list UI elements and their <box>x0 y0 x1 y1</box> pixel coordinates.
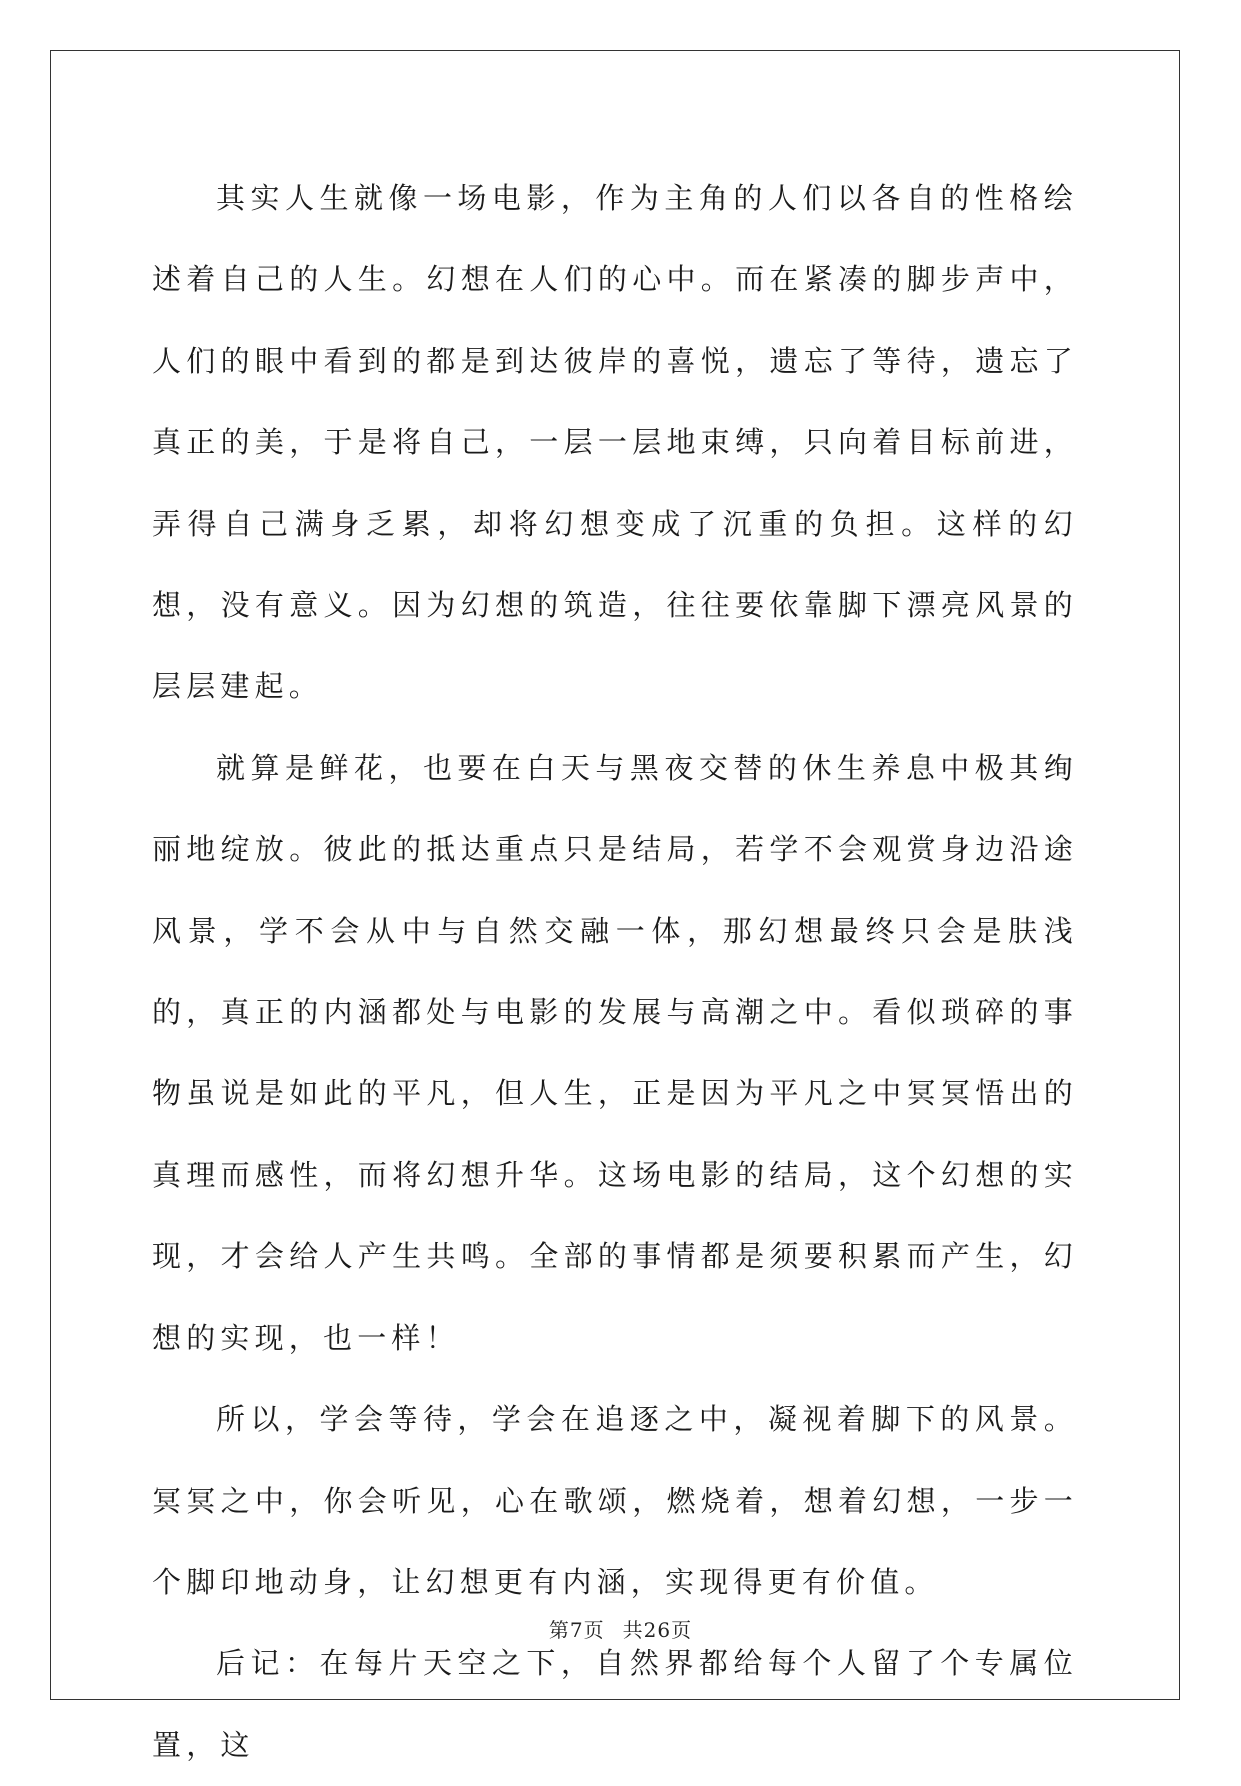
document-body <box>152 158 1078 1786</box>
paragraph: 其实人生就像一场电影，作为主角的人们以各自的性格绘述着自己的人生。幻想在人们的心中。而在紧凑的脚步声中，人们的眼中看到的都是到达彼岸的喜悦，遗忘了等待，遗忘了真正的美，于是将自己，一层一层地束缚，只向着目标前进，弄得自己满身乏累，却将幻想变成了沉重的负担。这样的幻想，没有意义。因为幻想的筑造，往往要依靠脚下漂亮风景的层层建起。 <box>152 181 1078 704</box>
paragraph: 后记：在每片天空之下，自然界都给每个人留了个专属位置，这 <box>152 1646 1078 1762</box>
page-total: 共26页 <box>622 1618 693 1642</box>
paragraph: 所以，学会等待，学会在追逐之中，凝视着脚下的风景。冥冥之中，你会听见，心在歌颂，燃烧着，想着幻想，一步一个脚印地动身，让幻想更有内涵，实现得更有价值。 <box>152 1402 1078 1599</box>
page-footer <box>0 1614 1241 1643</box>
page-number: 第7页 <box>548 1618 605 1642</box>
paragraph: 就算是鲜花，也要在白天与黑夜交替的休生养息中极其绚丽地绽放。彼此的抵达重点只是结局，若学不会观赏身边沿途风景，学不会从中与自然交融一体，那幻想最终只会是肤浅的，真正的内涵都处与电影的发展与高潮之中。看似琐碎的事物虽说是如此的平凡，但人生，正是因为平凡之中冥冥悟出的真理而感性，而将幻想升华。这场电影的结局，这个幻想的实现，才会给人产生共鸣。全部的事情都是须要积累而产生，幻想的实现，也一样！ <box>152 750 1078 1355</box>
